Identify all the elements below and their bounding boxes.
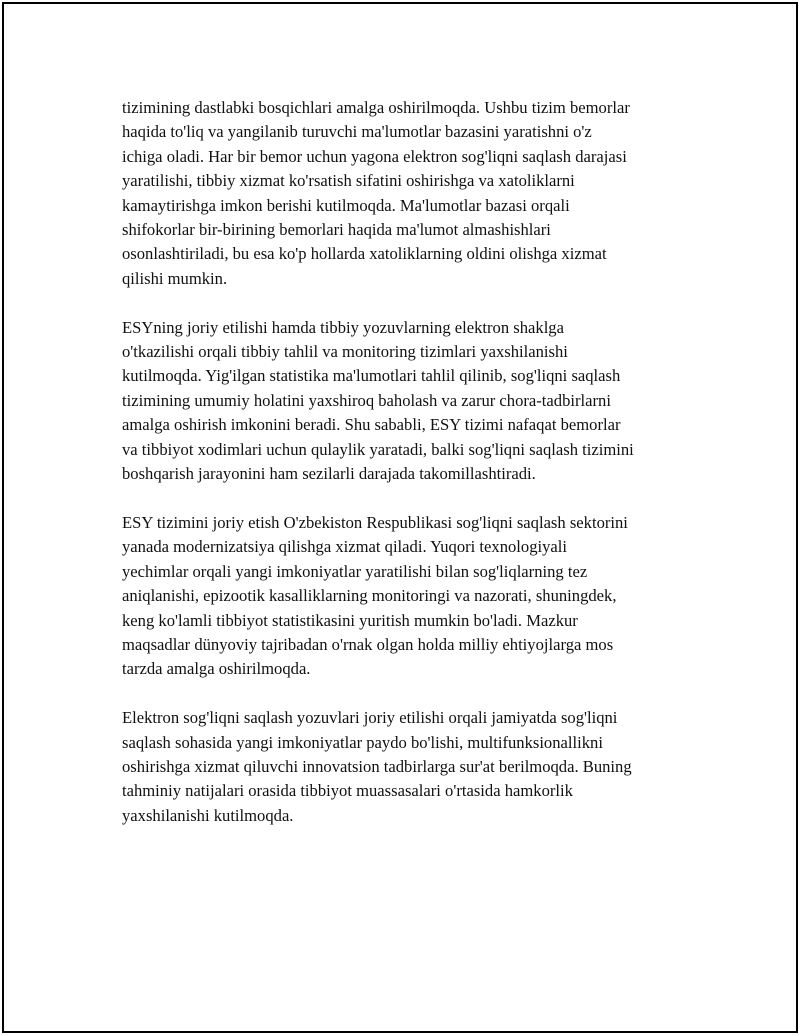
- paragraph-line: ESY tizimini joriy etish O'zbekiston Respublikasi sog'liqni saqlash sektorini: [122, 512, 628, 532]
- paragraph-2: [122, 316, 697, 487]
- page-frame: [2, 2, 798, 1033]
- paragraph-4: [122, 706, 697, 828]
- paragraph-line: kutilmoqda. Yig'ilgan statistika ma'lumotlari tahlil qilinib, sog'liqni saqlash: [122, 366, 621, 386]
- paragraph-line: boshqarish jarayonini ham sezilarli darajada takomillashtiradi.: [122, 464, 536, 484]
- paragraph-line: qilishi mumkin.: [122, 268, 228, 288]
- paragraph-line: shifokorlar bir-birining bemorlari haqida ma'lumot almashishlari: [122, 220, 551, 240]
- paragraph-line: osonlashtiriladi, bu esa ko'p hollarda xatoliklarning oldini olishga xizmat: [122, 244, 607, 264]
- paragraph-1: [122, 96, 697, 291]
- paragraph-line: yechimlar orqali yangi imkoniyatlar yaratilishi bilan sog'liqlarning tez: [122, 561, 588, 581]
- paragraph-line: haqida to'liq va yangilanib turuvchi ma'lumotlar bazasini yaratishni o'z: [122, 122, 592, 142]
- paragraph-line: yaratilishi, tibbiy xizmat ko'rsatish sifatini oshirishga va xatoliklarni: [122, 171, 575, 191]
- paragraph-line: yaxshilanishi kutilmoqda.: [122, 805, 294, 825]
- paragraph-line: tarzda amalga oshirilmoqda.: [122, 659, 311, 679]
- paragraph-line: kamaytirishga imkon berishi kutilmoqda. Ma'lumotlar bazasi orqali: [122, 195, 570, 215]
- paragraph-line: saqlash sohasida yangi imkoniyatlar paydo bo'lishi, multifunksionallikni: [122, 732, 603, 752]
- paragraph-line: keng ko'lamli tibbiyot statistikasini yuritish mumkin bo'ladi. Mazkur: [122, 610, 578, 630]
- paragraph-line: va tibbiyot xodimlari uchun qulaylik yaratadi, balki sog'liqni saqlash tizimini: [122, 439, 634, 459]
- document-body: [122, 96, 697, 853]
- paragraph-line: tizimining dastlabki bosqichlari amalga oshirilmoqda. Ushbu tizim bemorlar: [122, 98, 630, 117]
- paragraph-line: yanada modernizatsiya qilishga xizmat qiladi. Yuqori texnologiyali: [122, 537, 568, 557]
- paragraph-line: o'tkazilishi orqali tibbiy tahlil va monitoring tizimlari yaxshilanishi: [122, 342, 568, 362]
- paragraph-line: Elektron sog'liqni saqlash yozuvlari joriy etilishi orqali jamiyatda sog'liqni: [122, 708, 618, 728]
- paragraph-line: maqsadlar dünyoviy tajribadan o'rnak olgan holda milliy ehtiyojlarga mos: [122, 634, 614, 654]
- paragraph-line: oshirishga xizmat qiluvchi innovatsion tadbirlarga sur'at berilmoqda. Buning: [122, 756, 632, 776]
- paragraph-line: amalga oshirish imkonini beradi. Shu sababli, ESY tizimi nafaqat bemorlar: [122, 415, 621, 435]
- paragraph-3: [122, 511, 697, 682]
- paragraph-line: tahminiy natijalari orasida tibbiyot muassasalari o'rtasida hamkorlik: [122, 781, 573, 801]
- paragraph-line: aniqlanishi, epizootik kasalliklarning monitoringi va nazorati, shuningdek,: [122, 586, 617, 606]
- paragraph-line: tizimining umumiy holatini yaxshiroq baholash va zarur chora-tadbirlarni: [122, 390, 611, 410]
- paragraph-line: ichiga oladi. Har bir bemor uchun yagona elektron sog'liqni saqlash darajasi: [122, 146, 627, 166]
- paragraph-line: ESYning joriy etilishi hamda tibbiy yozuvlarning elektron shaklga: [122, 317, 564, 337]
